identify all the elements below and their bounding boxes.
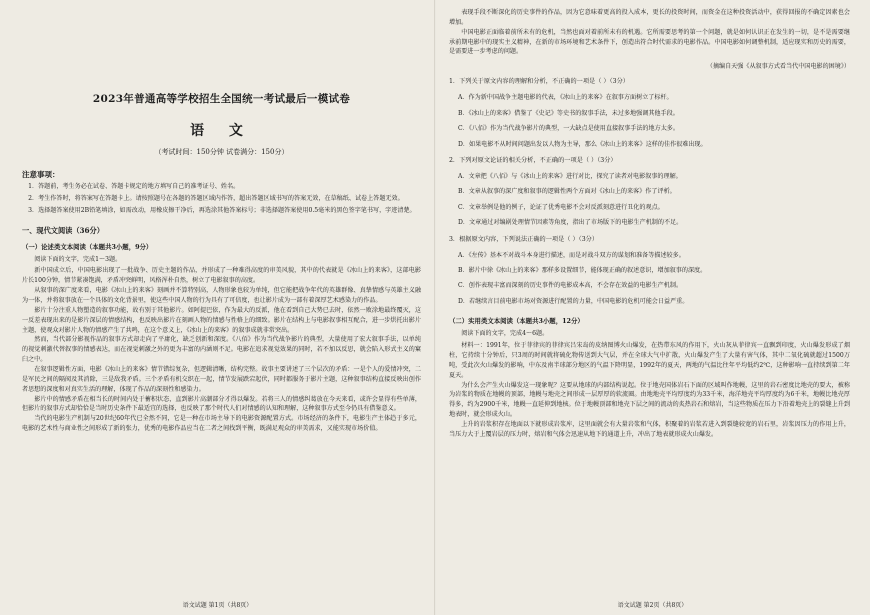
- exam-title: 2023年普通高等学校招生全国统一考试最后一模试卷: [92, 93, 351, 105]
- material-paragraph: 材料一：1991年，位于菲律宾的菲律宾吕宋岛的皮纳图博火山爆发，在热带东风的作用下，火山灰从菲律宾一直飘到印度，火山爆发形成了烟柱，它持续十分钟后，只3周的时间就将硫化物传送到大气层，并在全球大气中扩散，火山爆发产生了大量有害气体，其中二氧化硫就超过1500万吨，受此次火山爆发的影响，中东及南半球部分地区的气温下降明显，1992年的夏天，两地的气温比往年平均低约2℃，这种影响一直持续到第二年夏天。: [449, 342, 850, 379]
- question-option: B．文章从叙事的深广度和叙事的逻辑性两个方面对《冰山上的来客》作了评析。: [458, 188, 676, 196]
- question-option: C．文章举例是他的例子，论证了优秀电影不会对反派刻意进行丑化的观点。: [458, 203, 664, 211]
- article-paragraph: 当代的电影生产机制与20世纪60年代已全然不同，它是一种在市场主导下的电影资源配置方式。市场经济的条件下，电影生产主体趋于多元，电影的艺术性与商业性之间形成了新的张力，优秀的电影作品应当在二者之间找到平衡，既满足观众的审美需求，又能实现市场价值。: [22, 415, 421, 433]
- reading-instruction: 阅读下面的文字，完成4～6题。: [461, 330, 549, 338]
- article-paragraph: 新中国成立后，中国电影出现了一批战争、历史主题的作品，并形成了一种难得高度的审美风貌，其中的代表就是《冰山上的来客》，这部电影片长100分钟，情节紧凑饱满，矛盾冲突鲜明，风格浑朴自然，树立了电影叙事的高度。: [22, 267, 421, 285]
- notes-heading: 注意事项：: [22, 170, 60, 179]
- exam-meta: （考试时间：150分钟 试卷满分：150分）: [154, 148, 289, 156]
- question-option: D．若继续言目前电影市场对资源进行配置的力量，中国电影的危机可能会日益严重。: [458, 297, 689, 305]
- article-paragraph: 在叙事逻辑性方面，电影《冰山上的来客》情节错综复杂，但逻辑清晰，结构完整。故事主要讲述了三个层次的矛盾：一是个人的爱情冲突，二是军民之间的隔阂及其消除，三是敌我矛盾。三个矛盾有机交织在一起，情节发展跌宕起伏，同时都服务于影片主题，这种叙事结构直接反映出创作者思想的深度和对真实生活的理解，体现了作品的深刻性和感染力。: [22, 366, 421, 393]
- article-paragraph: 影片中的情感矛盾在相当长的时间内处于蓄积状态，直到影片高潮部分才得以爆发。若将三人的情感纠葛放在今天来看，或许会显得有些单薄，但影片的叙事方式却恰恰是当时历史条件下最适宜的选择，也反映了那个时代人们对情感的认知和理解，这种叙事方式至今仍具有借鉴意义。: [22, 395, 421, 413]
- note-item: 2．考生作答时，将答案写在答题卡上。请按照题号在各题的答题区域内作答，超出答题区域书写的答案无效，在草稿纸、试卷上答题无效。: [28, 194, 404, 202]
- note-item: 3．选择题答案使用2B铅笔填涂，如需改动，用橡皮擦干净后，再选涂其他答案标号；非选择题答案使用0.5毫米的黑色签字笔书写，字迹清楚。: [28, 206, 416, 214]
- question-option: D．文章通过对编剧处理情节因素等角度，指出了市场版下的电影生产机制的不足。: [458, 219, 683, 227]
- question-option: A．文章把《八佰》与《冰山上的来客》进行对比，探究了读者对电影叙事的理解。: [458, 172, 682, 180]
- material-paragraph: 为什么会产生火山爆发这一现象呢？这要从地球的内部结构说起。位于地壳国体岩石下面的区域叫作地幔，这里的岩石密度比地壳的要大，被称为岩浆的物质在地幔的顶部，地幔与地壳之间形成一层厚厚的软流圈。由地地壳平均厚度约为33千米，海洋地壳平均厚度约为6千米，地幔比地壳厚得多，约为2900千米，地幔一直延伸到地核。位于地幔顶部和地壳下层之间的流动的炙热岩石和熔岩，当这些物质在压力下沿着地壳上的裂缝上升到地表时，就会形成火山。: [449, 381, 850, 419]
- page-footer: 语文试题 第1页（共8页）: [182, 602, 253, 609]
- article-paragraph: 影片十分注重人物塑造的叙事功能，故有别于其他影片。如阿提巴依，作为最大的反派，他在看到自己大势已去时，依然一败涂地最终覆灭，这一反差表现出来的是影片深层的情感结构，也反映出影片在刻画人物的情感与性格上的细致。影片在结构上与电影叙事相互配合，进一步烘托出影片主题，使观众对影片人物的情感产生了共鸣，在这个意义上，《冰山上的来客》的叙事成就非常突出。: [22, 306, 421, 334]
- question-option: A．作为新中国战争主题电影的代表，《冰山上的来客》在叙事方面树立了标杆。: [458, 94, 673, 102]
- reading-instruction: 阅读下面的文字，完成1～3题。: [34, 255, 122, 263]
- section-heading: 一、现代文阅读（36分）: [22, 225, 104, 235]
- question-stem: 1．下列关于原文内容的理解和分析，不正确的一项是（ ）（3分）: [449, 78, 629, 86]
- article-paragraph: 中国电影正面临着前所未有的危机，当然也面对着前所未有的机遇。它所需要思考的第一个问题，就是如何认识正在发生的一切，是不是需要继承前期电影中的现实主义精神，在新的市场环境和艺术条件下，创造出符合时代需求的电影作品。中国电影如何调整机制，适应现实和历史的需要，是需要进一步考虑的问题。: [449, 28, 850, 56]
- subsection-heading: （二）实用类文本阅读（本题共3小题，12分）: [449, 317, 584, 326]
- material-paragraph: 上升的岩浆积存在地面以下就形成岩浆库，这里面就会有大量岩浆和气体，积聚着的岩浆若进入到裂缝较宽的岩石里，岩浆因压力的作用上升，当压力大于上覆岩层的压力时，熔岩和气体会迅速从地下的通道上升，冲出了地表就形成火山爆发。: [449, 421, 850, 438]
- question-option: B．影片中徐《冰山上的来客》那样多设置细节，能体现正确的叙述意识，增加叙事的深度。: [458, 267, 707, 274]
- page-right: [435, 0, 870, 615]
- article-paragraph: 从叙事的深广度来看，电影《冰山上的来客》刻画并不算特别高，人物形象也较为单纯，但它能把战争年代的英雄群像、真挚情感与英雄主义融为一体，并将叙事放在一个具体的文化背景里，使这些中国人物的行为具有了可信度，也让影片成为一部有着深厚艺术感染力的作品。: [22, 287, 421, 305]
- question-stem: 2．下列对原文论证的相关分析，不正确的一项是（ ）（3分）: [449, 156, 617, 164]
- question-option: A．《左传》基本不对战斗本身进行描述，而是对战斗双方的谋划和准备等描述较多。: [458, 251, 685, 259]
- question-option: B．《冰山上的来客》借鉴了《史记》等史书的叙事手法，未过多地强调其他手段。: [458, 109, 679, 117]
- question-option: C．《八佰》作为当代战争影片的典型，一大缺点是使用直接叙事手法的地方太多。: [458, 125, 679, 133]
- question-stem: 3．根据原文内容，下列说法正确的一项是（ ）（3分）: [449, 235, 599, 243]
- note-item: 1．答题前，考生务必在试卷、答题卡规定的地方填写自己的准考证号、姓名。: [28, 183, 240, 190]
- page-footer: 语文试题 第2页（共8页）: [617, 602, 688, 609]
- article-paragraph: 然而，当代部分影视作品的叙事方式却走向了平庸化，缺乏创新和深度。《八佰》作为当代战争影片的典型，大量使用了宏大叙事手法，以单纯的视觉刺激代替叙事的情感表达，而在视觉刺激之外的更为丰富的内涵则不足。电影在追求视觉效果的同时，若不加以反思，就会陷入形式主义的窠臼之中。: [22, 336, 421, 364]
- article-source: （摘编自天强《从叙事方式看当代中国电影的困境》）: [706, 63, 850, 71]
- article-paragraph: 表现手段不断深化的历史事件的作品，因为它意味着更高的投入成本，更长的投资时间，而资金在这种投资活动中，获得回报的不确定因素也会增加。: [449, 9, 850, 26]
- subject-title: 语 文: [190, 123, 253, 139]
- question-option: C．创作表现丰富而深刻的历史事件的电影成本高，不会存在效益的电影生产机制。: [458, 282, 683, 290]
- subsection-heading: （一）论述类文本阅读（本题共3小题，9分）: [22, 242, 153, 251]
- question-option: D．如果电影不从时间问题出发以人物为主导，那么《冰山上的来客》这样的佳作很难出现。: [458, 140, 707, 148]
